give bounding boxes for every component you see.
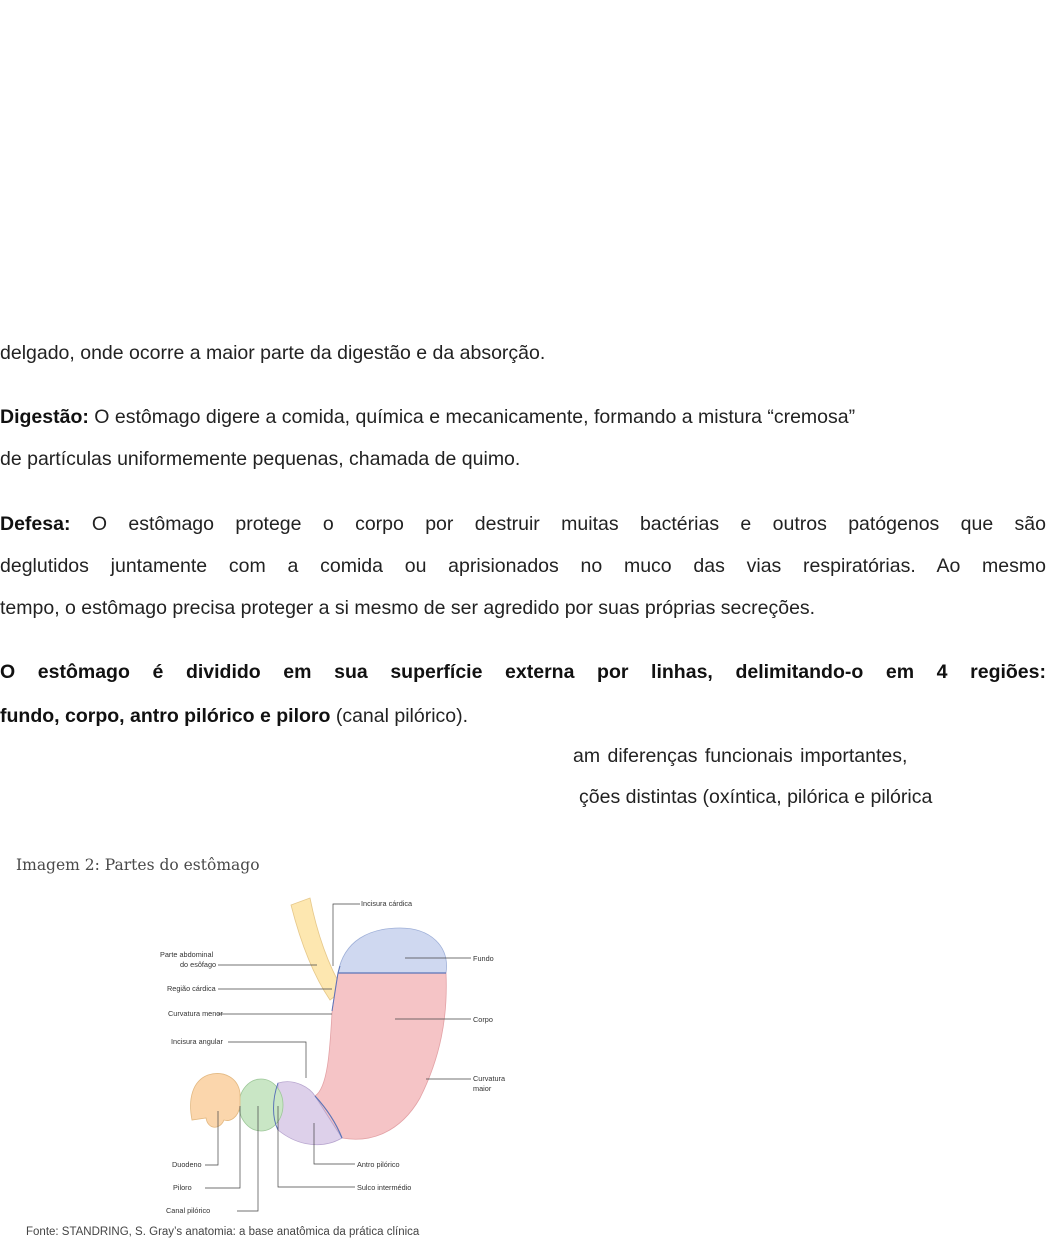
label-duodeno: Duodeno	[172, 1160, 202, 1169]
fundus-shape	[338, 928, 447, 973]
regioes-bold: fundo, corpo, antro pilórico e piloro	[0, 705, 331, 727]
label-incisura-angular: Incisura angular	[171, 1037, 223, 1046]
duodenum-shape	[191, 1074, 240, 1128]
label-parte-abdominal-1: Parte abdominal	[160, 950, 214, 959]
stomach-diagram	[10, 838, 520, 1243]
regioes-text-1: O estômago é dividido em sua superfície externa por linhas, delimitando-o em 4 regiões:	[0, 661, 1046, 683]
label-sulco-intermedio: Sulco intermédio	[357, 1183, 412, 1192]
label-fundo: Fundo	[473, 954, 494, 963]
regioes-line-1	[0, 659, 1046, 685]
text-fragment-1	[573, 743, 907, 769]
label-parte-abdominal-2: do esôfago	[180, 960, 217, 969]
paragraph-intro	[0, 340, 545, 366]
label-antro-pilorico: Antro pilórico	[357, 1160, 400, 1169]
stomach-body-shape	[315, 973, 446, 1139]
label-incisura-cardica: Incisura cárdica	[361, 899, 413, 908]
fragment-1-text: am diferenças funcionais importantes,	[573, 745, 908, 767]
regioes-rest: (canal pilórico).	[330, 705, 469, 727]
defesa-line-3	[0, 595, 815, 621]
label-corpo: Corpo	[473, 1015, 493, 1024]
defesa-line-1	[0, 511, 1046, 537]
defesa-text-2: deglutidos juntamente com a comida ou aprisionados no muco das vias respiratórias. Ao mesmo	[0, 555, 1046, 577]
fragment-2-text: ções distintas (oxíntica, pilórica e pilórica	[579, 786, 933, 808]
regioes-line-2	[0, 703, 468, 729]
digestao-line-1	[0, 404, 855, 430]
label-curvatura-maior-1: Curvatura	[473, 1074, 506, 1083]
digestao-line-2	[0, 446, 520, 472]
digestao-text-2: de partículas uniformemente pequenas, chamada de quimo.	[0, 448, 521, 470]
esophagus-shape	[291, 898, 343, 1000]
defesa-label: Defesa:	[0, 513, 71, 535]
label-curvatura-menor: Curvatura menor	[168, 1009, 223, 1018]
label-curvatura-maior-2: maior	[473, 1084, 492, 1093]
defesa-text-1: O estômago protege o corpo por destruir muitas bactérias e outros patógenos que são	[70, 513, 1046, 535]
label-regiao-cardica: Região cárdica	[167, 984, 216, 993]
figure-title: Imagem 2: Partes do estômago	[16, 856, 260, 874]
label-piloro: Piloro	[173, 1183, 192, 1192]
defesa-line-2	[0, 553, 1046, 579]
defesa-text-3: tempo, o estômago precisa proteger a si mesmo de ser agredido por suas próprias secreções.	[0, 597, 816, 619]
intro-text: delgado, onde ocorre a maior parte da digestão e da absorção.	[0, 342, 546, 364]
figure-source: Fonte: STANDRING, S. Gray’s anatomia: a base anatômica da prática clínica	[26, 1226, 420, 1238]
digestao-text-1: O estômago digere a comida, química e mecanicamente, formando a mistura “cremosa”	[88, 406, 856, 428]
label-canal-pilorico: Canal pilórico	[166, 1206, 211, 1215]
digestao-label: Digestão:	[0, 406, 89, 428]
text-fragment-2	[579, 784, 932, 810]
stomach-figure	[10, 838, 520, 1243]
